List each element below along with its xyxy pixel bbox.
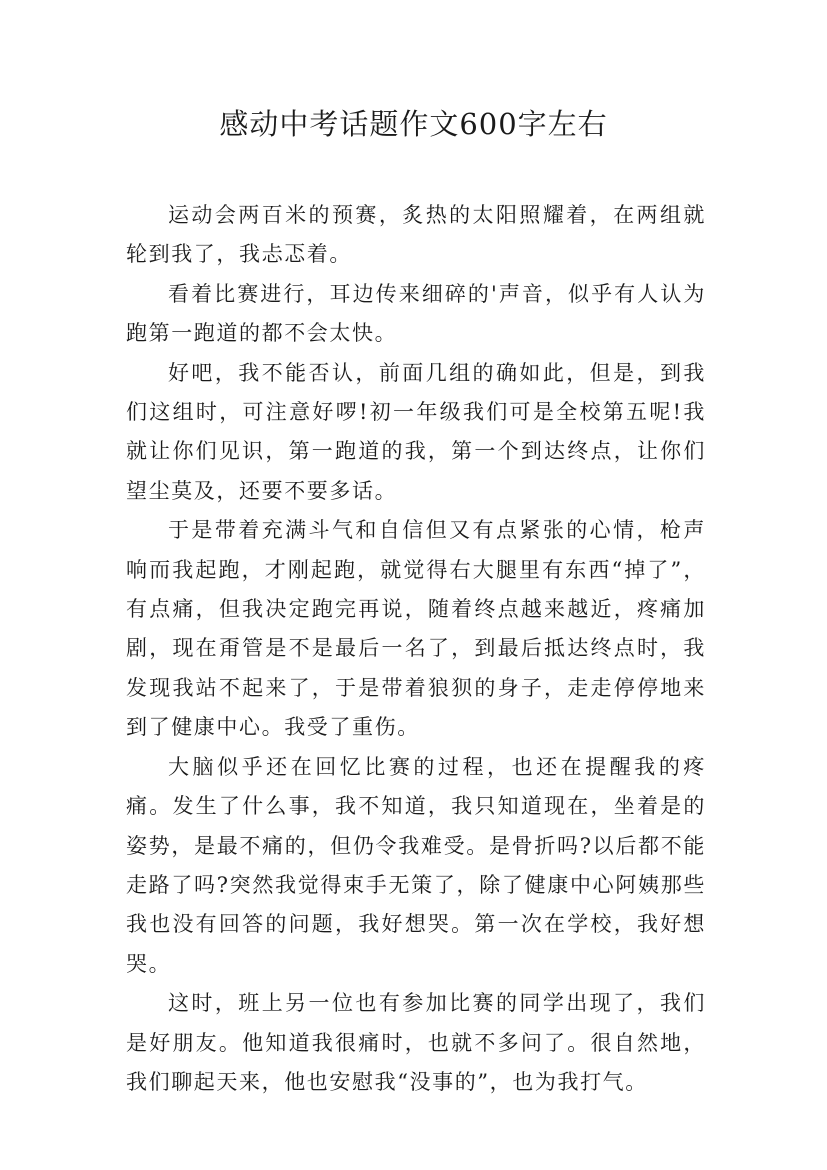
- document-title: 感动中考话题作文600字左右: [219, 107, 608, 141]
- paragraph: 大脑似乎还在回忆比赛的过程，也还在提醒我的疼痛。发生了什么事，我不知道，我只知道现在，坐着是的姿势，是最不痛的，但仍令我难受。是骨折吗?以后都不能走路了吗?突然我觉得束手无策了，除了健康中心阿姨那些我也没有回答的问题，我好想哭。第一次在学校，我好想哭。: [126, 754, 706, 976]
- paragraph: 看着比赛进行，耳边传来细碎的'声音，似乎有人认为跑第一跑道的都不会太快。: [126, 281, 706, 346]
- paragraph: 于是带着充满斗气和自信但又有点紧张的心情，枪声响而我起跑，才刚起跑，就觉得右大腿里有东西“掉了”，有点痛，但我决定跑完再说，随着终点越来越近，疼痛加剧，现在甭管是不是最后一名了，到最后抵达终点时，我发现我站不起来了，于是带着狼狈的身子，走走停停地来到了健康中心。我受了重伤。: [126, 518, 706, 740]
- document-body: [126, 196, 706, 1102]
- paragraph: 好吧，我不能否认，前面几组的确如此，但是，到我们这组时，可注意好啰!初一年级我们可是全校第五呢!我就让你们见识，第一跑道的我，第一个到达终点，让你们望尘莫及，还要不要多话。: [126, 360, 706, 503]
- paragraph: 这时，班上另一位也有参加比赛的同学出现了，我们是好朋友。他知道我很痛时，也就不多问了。很自然地，我们聊起天来，他也安慰我“没事的”，也为我打气。: [126, 991, 706, 1094]
- paragraph: 运动会两百米的预赛，炙热的太阳照耀着，在两组就轮到我了，我忐忑着。: [126, 203, 706, 267]
